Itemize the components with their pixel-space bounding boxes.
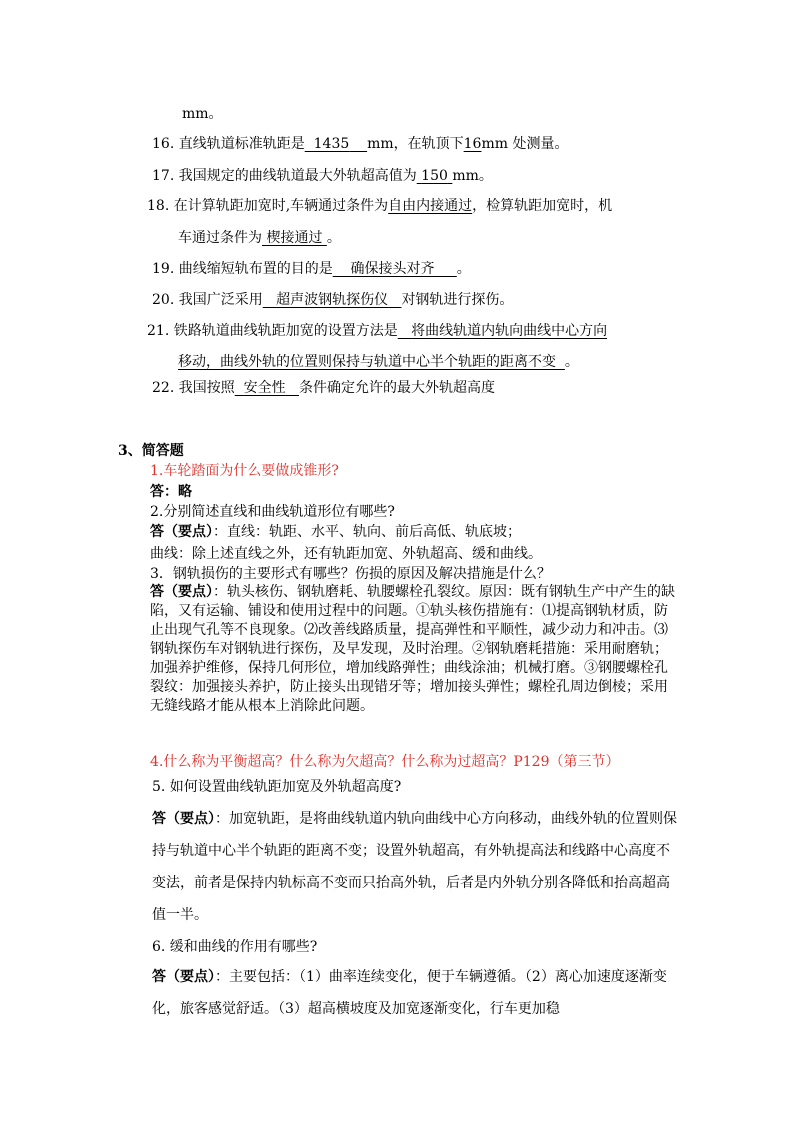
answer-label: 答（要点） bbox=[150, 524, 213, 540]
fill-item-22 bbox=[152, 378, 495, 398]
answer-2-line-2: 曲线：除上述直线之外，还有轨距加宽、外轨超高、缓和曲线。 bbox=[150, 546, 542, 562]
item-text: mm。 bbox=[452, 168, 493, 184]
item-text: 直线轨道标准轨距是 bbox=[178, 136, 305, 152]
item-text: 曲线缩短轨布置的目的是 bbox=[178, 261, 333, 277]
answer-label: 答（要点） bbox=[152, 811, 215, 827]
question-4: 4.什么称为平衡超高？什么称为欠超高？什么称为过超高？P129（第三节） bbox=[150, 754, 620, 770]
question-1: 1.车轮踏面为什么要做成锥形? bbox=[150, 463, 339, 479]
fill-item-21 bbox=[147, 321, 607, 341]
fill-item-18 bbox=[147, 196, 612, 216]
blank-answer: 楔接通过 bbox=[266, 230, 323, 246]
fill-item-16 bbox=[152, 134, 568, 154]
question-5: 5. 如何设置曲线轨距加宽及外轨超高度? bbox=[152, 779, 402, 795]
question-3: 3．钢轨损伤的主要形式有哪些？伤损的原因及解决措施是什么？ bbox=[150, 566, 551, 582]
item-number: 22. bbox=[152, 380, 175, 396]
item-number: 20. bbox=[152, 292, 175, 308]
blank-answer: 150 bbox=[421, 168, 448, 184]
item-text: 铁路轨道曲线轨距加宽的设置方法是 bbox=[173, 323, 398, 339]
fill-item-20 bbox=[152, 290, 513, 310]
item-text: 。 bbox=[564, 354, 579, 370]
item-number: 17. bbox=[152, 168, 175, 184]
blank-answer: 确保接头对齐 bbox=[350, 261, 435, 277]
item-text: ，检算轨距加宽时，机 bbox=[472, 198, 613, 214]
item-text: 我国广泛采用 bbox=[178, 292, 263, 308]
item-text: 我国规定的曲线轨道最大外轨超高值为 bbox=[178, 168, 417, 184]
section-heading: 3、简答题 bbox=[118, 443, 184, 459]
item-number: 21. bbox=[147, 323, 170, 339]
carry-over-text: mm。 bbox=[182, 106, 223, 122]
blank-answer: 安全性 bbox=[243, 380, 286, 396]
item-text: mm，在轨顶下 bbox=[367, 136, 464, 152]
blank-answer: 16 bbox=[463, 136, 482, 152]
item-text: mm 处测量。 bbox=[481, 136, 569, 152]
item-number: 18. bbox=[147, 198, 170, 214]
answer-label: 答（要点） bbox=[150, 584, 213, 600]
answer-3: 答（要点）：轨头核伤、钢轨磨耗、轨腰螺栓孔裂纹。原因：既有钢轨生产中产生的缺陷，又有运输、铺设和使用过程中的问题。①轨头核伤措施有：⑴提高钢轨材质，防止出现气孔等不良现象。⑵改善线路质量，提高弹性和平顺性，减少动力和冲击。⑶钢轨探伤车对钢轨进行探伤，及早发现，及时治理。②钢轨磨耗措施：采用耐磨轨；加强养护维修，保持几何形位，增加线路弹性；曲线涂油；机械打磨。③钢腰螺栓孔裂纹：加强接头养护，防止接头出现错牙等；增加接头弹性；螺栓孔周边倒棱；采用无缝线路才能从根本上消除此问题。 bbox=[150, 584, 675, 714]
item-text: 在计算轨距加宽时,车辆通过条件为 bbox=[173, 198, 389, 214]
item-text: 车通过条件为 bbox=[178, 230, 262, 246]
answer-1: 答：略 bbox=[150, 484, 192, 500]
question-2: 2.分别简述直线和曲线轨道形位有哪些? bbox=[150, 504, 395, 520]
fill-item-21-cont bbox=[178, 352, 579, 372]
fill-item-17 bbox=[152, 166, 493, 186]
fill-item-18-cont bbox=[178, 228, 341, 248]
item-text: 我国按照 bbox=[178, 380, 235, 396]
answer-2-line-1: 答（要点）：直线：轨距、水平、轨向、前后高低、轨底坡； bbox=[150, 524, 521, 540]
blank-answer: 自由内接通过 bbox=[388, 198, 473, 214]
blank-answer: 1435 bbox=[313, 136, 350, 152]
item-text: 对钢轨进行探伤。 bbox=[401, 292, 514, 308]
answer-6: 答（要点）：主要包括：（1）曲率连续变化，便于车辆遵循。（2）离心加速度逐渐变化，旅客感觉舒适。（3）超高横坡度及加宽逐渐变化，行车更加稳 bbox=[152, 969, 667, 1017]
blank-answer: 移动，曲线外轨的位置则保持与轨道中心半个轨距的距离不变 bbox=[178, 354, 556, 370]
answer-label: 答（要点） bbox=[152, 969, 215, 985]
answer-5: 答（要点）：加宽轨距，是将曲线轨道内轨向曲线中心方向移动，曲线外轨的位置则保持与轨道中心半个轨距的距离不变；设置外轨超高，有外轨提高法和线路中心高度不变法，前者是保持内轨标高不变而只抬高外轨，后者是内外轨分别各降低和抬高超高值一半。 bbox=[152, 811, 677, 923]
question-6: 6. 缓和曲线的作用有哪些? bbox=[152, 939, 318, 955]
fill-item-19 bbox=[152, 259, 471, 279]
blank-answer: 超声波钢轨探伤仪 bbox=[276, 292, 389, 308]
item-number: 19. bbox=[152, 261, 175, 277]
blank-answer: 将曲线轨道内轨向曲线中心方向 bbox=[411, 323, 608, 339]
item-text: 条件确定允许的最大外轨超高度 bbox=[298, 380, 495, 396]
item-text: 。 bbox=[456, 261, 471, 277]
item-number: 16. bbox=[152, 136, 175, 152]
item-text: 。 bbox=[326, 230, 341, 246]
